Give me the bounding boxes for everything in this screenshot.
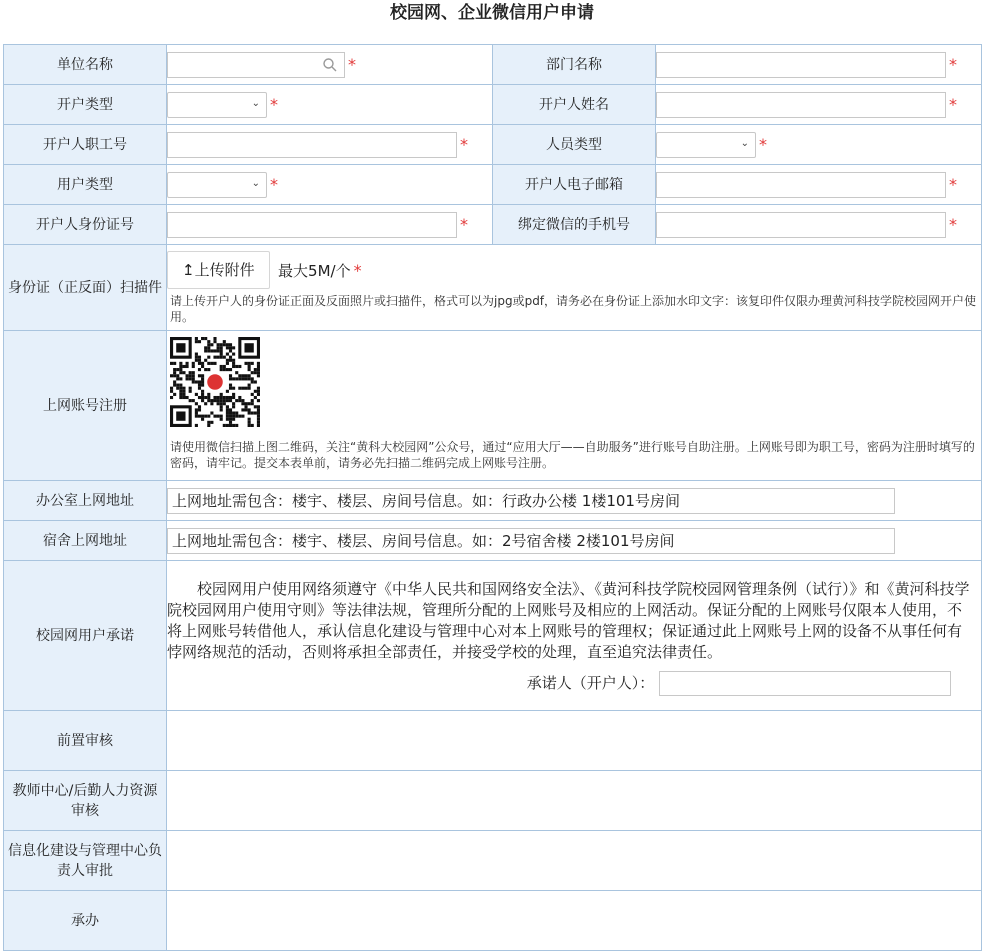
form-row bbox=[4, 165, 982, 205]
office-address-label: 办公室上网地址 bbox=[4, 481, 167, 521]
dorm-address-cell bbox=[167, 521, 982, 561]
office-address-cell bbox=[167, 481, 982, 521]
staff-id-input[interactable] bbox=[167, 132, 457, 158]
form-row bbox=[4, 521, 982, 561]
form-row bbox=[4, 561, 982, 711]
user-type-label: 用户类型 bbox=[4, 165, 167, 205]
staff-id-label: 开户人职工号 bbox=[4, 125, 167, 165]
required-mark: * bbox=[949, 175, 957, 194]
person-type-select[interactable] bbox=[656, 132, 756, 158]
owner-email-input[interactable] bbox=[656, 172, 946, 198]
hr-review-label: 教师中心/后勤人力资源审核 bbox=[4, 771, 167, 831]
account-type-cell bbox=[167, 85, 493, 125]
owner-email-label: 开户人电子邮箱 bbox=[493, 165, 656, 205]
user-promise-cell bbox=[167, 561, 982, 711]
required-mark: * bbox=[949, 215, 957, 234]
form-row bbox=[4, 45, 982, 85]
unit-name-picker[interactable] bbox=[167, 52, 345, 78]
dorm-address-input[interactable]: 上网地址需包含：楼宇、楼层、房间号信息。如：2号宿舍楼 2楼101号房间 bbox=[167, 528, 895, 554]
pre-review-label: 前置审核 bbox=[4, 711, 167, 771]
signer-input[interactable] bbox=[659, 671, 951, 696]
person-type-cell bbox=[656, 125, 982, 165]
id-number-cell bbox=[167, 205, 493, 245]
dorm-address-label: 宿舍上网地址 bbox=[4, 521, 167, 561]
chevron-down-icon: ⌄ bbox=[251, 97, 260, 109]
required-mark: * bbox=[348, 55, 356, 74]
form-row bbox=[4, 481, 982, 521]
it-approval-label: 信息化建设与管理中心负责人审批 bbox=[4, 831, 167, 891]
qr-hint: 请使用微信扫描上图二维码，关注“黄科大校园网”公众号，通过“应用大厅——自助服务”进行账号自助注册。上网账号即为职工号，密码为注册时填写的密码，请牢记。提交本表单前，请务必先扫描二维码完成上网账号注册。 bbox=[170, 440, 975, 470]
user-type-cell bbox=[167, 165, 493, 205]
account-type-select[interactable] bbox=[167, 92, 267, 118]
required-mark: * bbox=[949, 95, 957, 114]
id-number-input[interactable] bbox=[167, 212, 457, 238]
id-scan-label: 身份证（正反面）扫描件 bbox=[4, 245, 167, 331]
required-mark: * bbox=[460, 135, 468, 154]
required-mark: * bbox=[460, 215, 468, 234]
form-row bbox=[4, 891, 982, 951]
page-title: 校园网、企业微信用户申请 bbox=[390, 3, 594, 23]
qr-code-icon bbox=[170, 337, 260, 427]
owner-name-input[interactable] bbox=[656, 92, 946, 118]
owner-name-label: 开户人姓名 bbox=[493, 85, 656, 125]
form-row bbox=[4, 125, 982, 165]
chevron-down-icon: ⌄ bbox=[251, 177, 260, 189]
it-approval-cell bbox=[167, 831, 982, 891]
user-type-select[interactable] bbox=[167, 172, 267, 198]
form-row bbox=[4, 771, 982, 831]
upload-limit: 最大5M/个 bbox=[278, 261, 351, 280]
owner-name-cell bbox=[656, 85, 982, 125]
net-account-reg-cell bbox=[167, 331, 982, 481]
id-number-label: 开户人身份证号 bbox=[4, 205, 167, 245]
form-row bbox=[4, 831, 982, 891]
unit-name-cell bbox=[167, 45, 493, 85]
search-icon[interactable] bbox=[322, 57, 338, 73]
promise-text: 校园网用户使用网络须遵守《中华人民共和国网络安全法》、《黄河科技学院校园网管理条例（试行）》和《黄河科技学院校园网用户使用守则》等法律法规，管理所分配的上网账号及相应的上网活动。保证分配的上网账号仅限本人使用，不将上网账号转借他人，承认信息化建设与管理中心对本上网账号的管理权；保证通过此上网账号上网的设备不从事任何有悖网络规范的活动，否则将承担全部责任，并接受学校的处理，直至追究法律责任。 bbox=[167, 580, 970, 661]
application-form bbox=[3, 44, 982, 951]
chevron-down-icon: ⌄ bbox=[740, 137, 749, 149]
id-scan-cell bbox=[167, 245, 982, 331]
account-type-label: 开户类型 bbox=[4, 85, 167, 125]
form-row bbox=[4, 85, 982, 125]
signer-row bbox=[167, 671, 981, 696]
staff-id-cell bbox=[167, 125, 493, 165]
wechat-phone-label: 绑定微信的手机号 bbox=[493, 205, 656, 245]
required-mark: * bbox=[353, 260, 362, 280]
form-row bbox=[4, 245, 982, 331]
required-mark: * bbox=[270, 175, 278, 194]
handler-label: 承办 bbox=[4, 891, 167, 951]
office-address-input[interactable]: 上网地址需包含：楼宇、楼层、房间号信息。如：行政办公楼 1楼101号房间 bbox=[167, 488, 895, 514]
owner-email-cell bbox=[656, 165, 982, 205]
dept-name-cell bbox=[656, 45, 982, 85]
wechat-phone-cell bbox=[656, 205, 982, 245]
form-row bbox=[4, 331, 982, 481]
upload-button-label: 上传附件 bbox=[194, 261, 255, 279]
wechat-phone-input[interactable] bbox=[656, 212, 946, 238]
handler-cell bbox=[167, 891, 982, 951]
unit-name-label: 单位名称 bbox=[4, 45, 167, 85]
pre-review-cell bbox=[167, 711, 982, 771]
form-row bbox=[4, 205, 982, 245]
form-row bbox=[4, 711, 982, 771]
required-mark: * bbox=[270, 95, 278, 114]
user-promise-label: 校园网用户承诺 bbox=[4, 561, 167, 711]
dept-name-input[interactable] bbox=[656, 52, 946, 78]
required-mark: * bbox=[949, 55, 957, 74]
net-account-reg-label: 上网账号注册 bbox=[4, 331, 167, 481]
upload-button[interactable] bbox=[167, 251, 270, 289]
person-type-label: 人员类型 bbox=[493, 125, 656, 165]
dept-name-label: 部门名称 bbox=[493, 45, 656, 85]
signer-label: 承诺人（开户人）： bbox=[526, 674, 655, 692]
hr-review-cell bbox=[167, 771, 982, 831]
upload-icon: ↥ bbox=[182, 261, 195, 279]
upload-hint: 请上传开户人的身份证正面及反面照片或扫描件，格式可以为jpg或pdf，请务必在身份证上添加水印文字：该复印件仅限办理黄河科技学院校园网开户使用。 bbox=[170, 294, 977, 324]
required-mark: * bbox=[759, 135, 767, 154]
